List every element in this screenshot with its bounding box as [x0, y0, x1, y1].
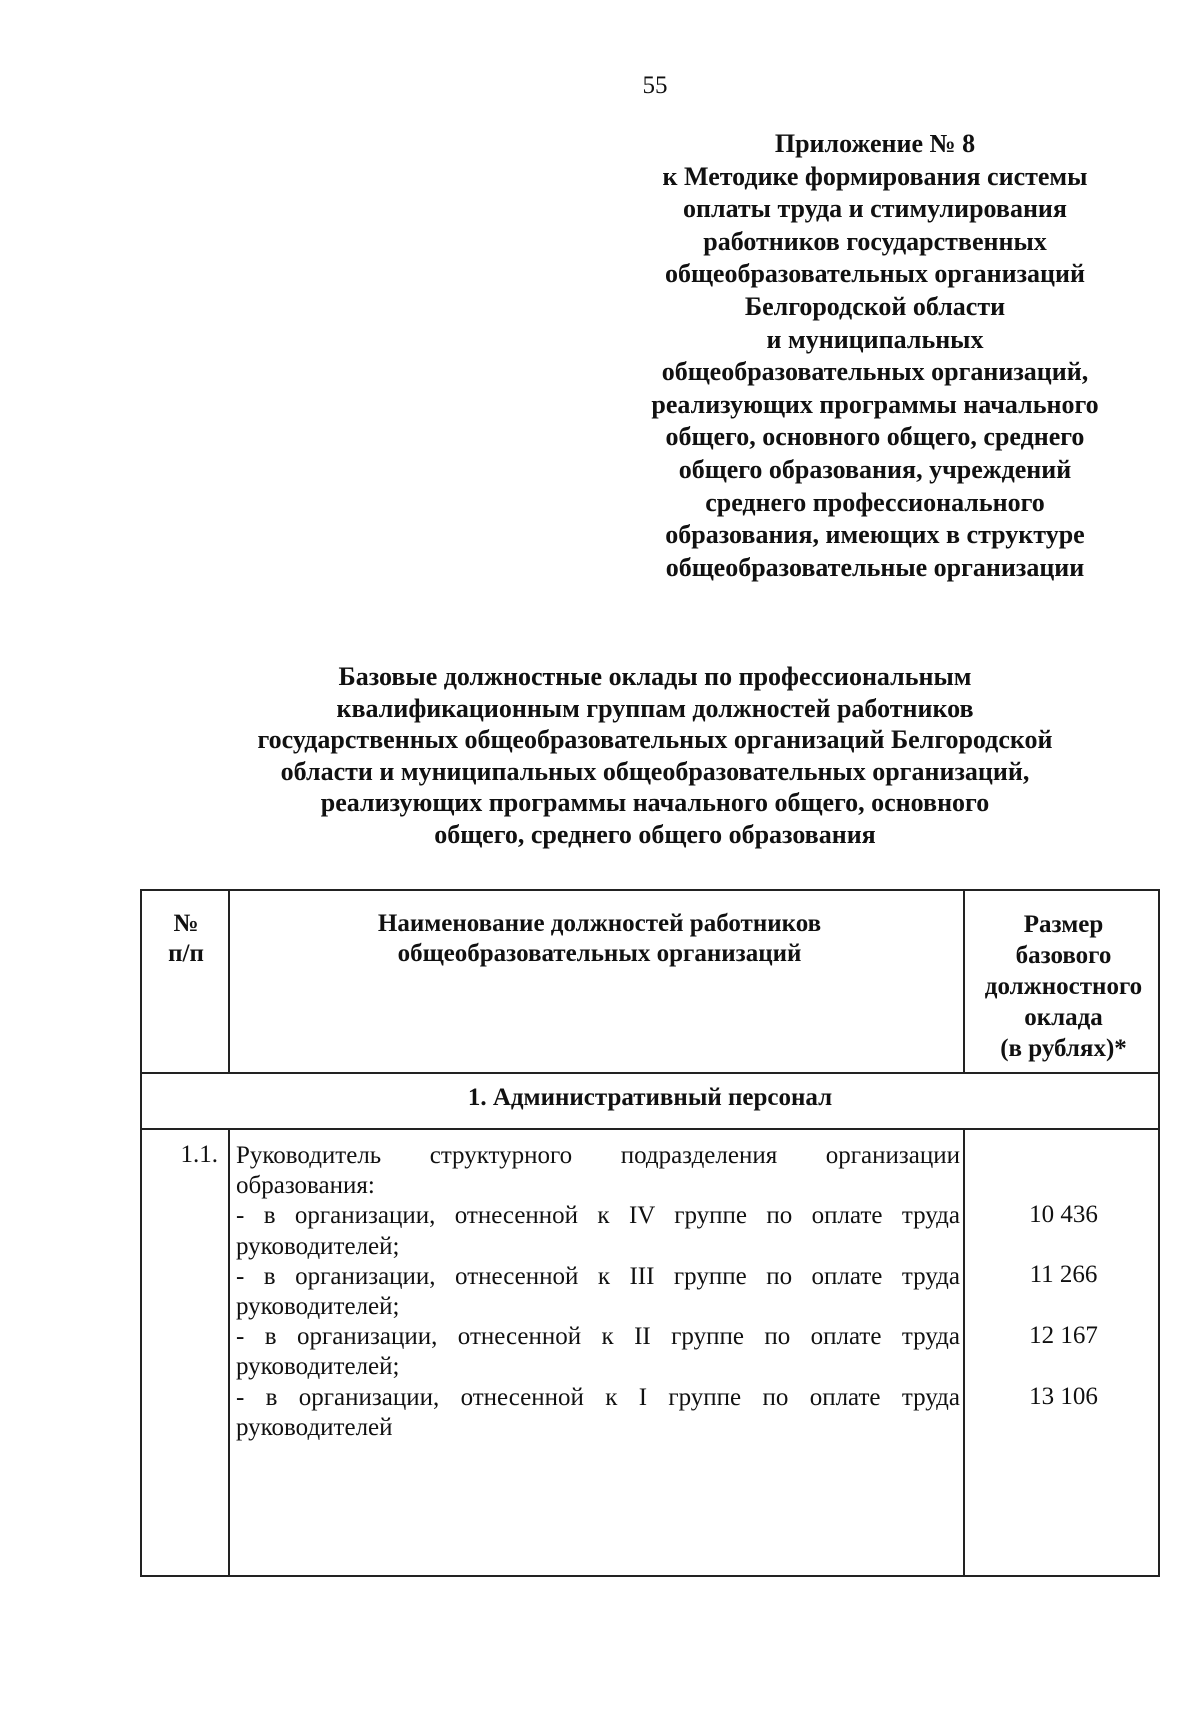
document-title	[150, 661, 1160, 850]
appendix-line: работников государственных	[703, 226, 1047, 256]
row-paragraph: Руководитель структурного подразделения организации образования:	[236, 1142, 960, 1200]
appendix-line: общего образования, учреждений	[678, 454, 1072, 484]
title-line: Базовые должностные оклады по профессиональным	[338, 662, 972, 691]
row-number: 1.1.	[180, 1141, 218, 1168]
salary-value: 11 266	[1029, 1261, 1098, 1288]
header-number-line: п/п	[168, 940, 204, 967]
row-paragraph: - в организации, отнесенной к III группе по оплате труда руководителей;	[236, 1262, 960, 1321]
header-size-line: базового	[1015, 942, 1112, 969]
row-paragraph: - в организации, отнесенной к IV группе по оплате труда руководителей;	[236, 1202, 960, 1260]
header-salary-size	[965, 909, 1162, 1064]
title-line: области и муниципальных общеобразовательных организаций,	[280, 756, 1030, 786]
appendix-line: общеобразовательных организаций	[664, 259, 1085, 289]
salary-value: 10 436	[1029, 1201, 1098, 1228]
appendix-line: реализующих программы начального	[651, 389, 1099, 419]
title-line: общего, среднего общего образования	[434, 819, 876, 849]
header-name-line: Наименование должностей работников	[377, 910, 822, 937]
header-position-name	[232, 909, 967, 969]
row-paragraph: - в организации, отнесенной к I группе по оплате труда руководителей	[236, 1383, 960, 1441]
appendix-line: Приложение № 8	[774, 129, 976, 158]
header-number	[142, 909, 230, 969]
appendix-line: общего, основного общего, среднего	[665, 422, 1085, 452]
row-divider	[142, 1128, 1158, 1130]
header-size-line: должностного	[984, 973, 1143, 1000]
column-divider	[963, 1128, 965, 1575]
appendix-line: к Методике формирования системы	[662, 161, 1088, 191]
appendix-line: общеобразовательных организаций,	[661, 357, 1089, 387]
appendix-line: образования, имеющих в структуре	[665, 520, 1085, 550]
salary-value: 12 167	[1029, 1322, 1098, 1349]
appendix-line: и муниципальных	[766, 324, 984, 354]
header-number-line: №	[173, 910, 199, 937]
header-size-line: (в рублях)*	[1000, 1035, 1127, 1062]
appendix-line: общеобразовательные организации	[665, 552, 1085, 582]
header-size-line: оклада	[1024, 1004, 1103, 1031]
appendix-heading	[640, 128, 1110, 584]
section-title: 1. Административный персонал	[467, 1084, 833, 1111]
row-paragraph: - в организации, отнесенной к II группе по оплате труда руководителей;	[236, 1323, 960, 1381]
page-number: 55	[642, 72, 668, 99]
title-line: квалификационным группам должностей работников	[336, 693, 974, 723]
row-divider	[142, 1072, 1158, 1074]
title-line: реализующих программы начального общего, основного	[320, 788, 990, 817]
title-line: государственных общеобразовательных организаций Белгородской	[257, 725, 1053, 754]
row-description	[236, 1141, 960, 1443]
appendix-line: среднего профессионального	[705, 487, 1045, 517]
salary-table	[140, 889, 1160, 1577]
header-size-line: Размер	[1023, 911, 1104, 938]
column-divider	[228, 1128, 230, 1575]
salary-value: 13 106	[1029, 1383, 1098, 1410]
appendix-line: оплаты труда и стимулирования	[683, 194, 1067, 224]
header-name-line: общеобразовательных организаций	[397, 940, 802, 967]
appendix-line: Белгородской области	[744, 291, 1006, 321]
